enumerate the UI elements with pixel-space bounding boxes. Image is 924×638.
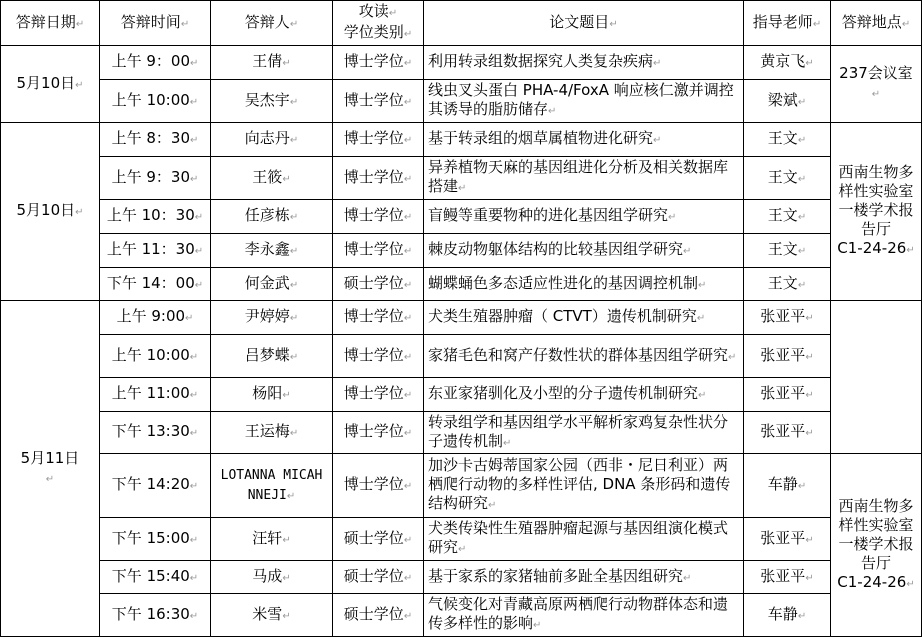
advisor-cell: 张亚平↵ [744, 378, 831, 412]
degree-cell: 博士学位↵ [333, 123, 424, 157]
place-cell-empty [831, 301, 922, 454]
degree-cell: 博士学位↵ [333, 200, 424, 234]
degree-cell: 硕士学位↵ [333, 594, 424, 637]
advisor-cell: 王文↵ [744, 268, 831, 301]
person-cell: 吴杰宇↵ [211, 80, 333, 123]
person-cell: 王倩↵ [211, 46, 333, 80]
advisor-cell: 梁斌↵ [744, 80, 831, 123]
degree-cell: 博士学位↵ [333, 157, 424, 200]
advisor-cell: 张亚平↵ [744, 301, 831, 335]
table-row [1, 268, 922, 301]
title-cell: 家猪毛色和窝产仔数性状的群体基因组学研究↵ [424, 335, 744, 378]
date-cell: 5月10日↵ [1, 46, 100, 123]
time-cell: 上午 10:00↵ [100, 335, 211, 378]
degree-cell: 硕士学位↵ [333, 518, 424, 561]
table-row [1, 518, 922, 561]
degree-cell: 博士学位↵ [333, 454, 424, 518]
advisor-cell: 张亚平↵ [744, 561, 831, 594]
title-cell: 线虫叉头蛋白 PHA-4/FoxA 响应核仁激并调控其诱导的脂肪储存↵ [424, 80, 744, 123]
title-cell: 棘皮动物躯体结构的比较基因组学研究↵ [424, 234, 744, 268]
table-row [1, 454, 922, 518]
person-cell: 汪轩↵ [211, 518, 333, 561]
table-row [1, 301, 922, 335]
title-cell: 转录组学和基因组学水平解析家鸡复杂性状分子遗传机制↵ [424, 412, 744, 454]
degree-cell: 博士学位↵ [333, 412, 424, 454]
advisor-cell: 张亚平↵ [744, 518, 831, 561]
title-cell: 基于转录组的烟草属植物进化研究↵ [424, 123, 744, 157]
title-cell: 基于家系的家猪轴前多趾全基因组研究↵ [424, 561, 744, 594]
time-cell: 上午 11：30↵ [100, 234, 211, 268]
header-time: 答辩时间↵ [100, 1, 211, 46]
table-row [1, 46, 922, 80]
table-row [1, 157, 922, 200]
person-cell: LOTANNA MICAH NNEJI↵ [211, 454, 333, 518]
place-cell: 西南生物多 样性实验室 一楼学术报 告厅 C1-24-26↵ [831, 454, 922, 637]
title-cell: 盲鳗等重要物种的进化基因组学研究↵ [424, 200, 744, 234]
title-cell: 东亚家猪驯化及小型的分子遗传机制研究↵ [424, 378, 744, 412]
person-cell: 何金武↵ [211, 268, 333, 301]
advisor-cell: 王文↵ [744, 157, 831, 200]
title-cell: 利用转录组数据探究人类复杂疾病↵ [424, 46, 744, 80]
advisor-cell: 车静↵ [744, 594, 831, 637]
header-date: 答辩日期↵ [1, 1, 100, 46]
table-row [1, 234, 922, 268]
header-person: 答辩人↵ [211, 1, 333, 46]
person-cell: 杨阳↵ [211, 378, 333, 412]
date-cell: 5月10日↵ [1, 123, 100, 301]
advisor-cell: 王文↵ [744, 234, 831, 268]
person-cell: 吕梦蝶↵ [211, 335, 333, 378]
degree-cell: 博士学位↵ [333, 234, 424, 268]
person-cell: 王运梅↵ [211, 412, 333, 454]
table-row [1, 594, 922, 637]
header-title: 论文题目↵ [424, 1, 744, 46]
time-cell: 下午 14:20↵ [100, 454, 211, 518]
advisor-cell: 黄京飞↵ [744, 46, 831, 80]
degree-cell: 博士学位↵ [333, 335, 424, 378]
person-cell: 任彦栋↵ [211, 200, 333, 234]
time-cell: 下午 13:30↵ [100, 412, 211, 454]
time-cell: 上午 11:00↵ [100, 378, 211, 412]
title-cell: 蝴蝶蛹色多态适应性进化的基因调控机制↵ [424, 268, 744, 301]
title-cell: 加沙卡古姆蒂国家公园（西非・尼日利亚）两栖爬行动物的多样性评估, DNA 条形码和遗传结构研究↵ [424, 454, 744, 518]
advisor-cell: 王文↵ [744, 200, 831, 234]
degree-cell: 博士学位↵ [333, 80, 424, 123]
time-cell: 下午 15:40↵ [100, 561, 211, 594]
degree-cell: 博士学位↵ [333, 378, 424, 412]
person-cell: 尹婷婷↵ [211, 301, 333, 335]
place-cell: 237会议室↵ [831, 46, 922, 123]
time-cell: 下午 15:00↵ [100, 518, 211, 561]
header-row [1, 1, 922, 46]
header-place: 答辩地点↵ [831, 1, 922, 46]
title-cell: 异养植物天麻的基因组进化分析及相关数据库搭建↵ [424, 157, 744, 200]
degree-cell: 博士学位↵ [333, 301, 424, 335]
title-cell: 犬类传染性生殖器肿瘤起源与基因组演化模式研究↵ [424, 518, 744, 561]
person-cell: 李永鑫↵ [211, 234, 333, 268]
advisor-cell: 张亚平↵ [744, 335, 831, 378]
table-row [1, 200, 922, 234]
header-degree: 攻读↵ 学位类别↵ [333, 1, 424, 46]
person-cell: 向志丹↵ [211, 123, 333, 157]
degree-cell: 博士学位↵ [333, 46, 424, 80]
advisor-cell: 车静↵ [744, 454, 831, 518]
advisor-cell: 张亚平↵ [744, 412, 831, 454]
table-row [1, 561, 922, 594]
person-cell: 米雪↵ [211, 594, 333, 637]
time-cell: 下午 16:30↵ [100, 594, 211, 637]
table-row [1, 80, 922, 123]
place-cell: 西南生物多 样性实验室 一楼学术报 告厅 C1-24-26↵ [831, 123, 922, 301]
table-row [1, 335, 922, 378]
time-cell: 上午 10:00↵ [100, 80, 211, 123]
title-cell: 犬类生殖器肿瘤（ CTVT）遗传机制研究↵ [424, 301, 744, 335]
time-cell: 上午 9：00↵ [100, 46, 211, 80]
table-row [1, 378, 922, 412]
date-cell: 5月11日 ↵ [1, 301, 100, 637]
table-row [1, 412, 922, 454]
person-cell: 王筱↵ [211, 157, 333, 200]
degree-cell: 硕士学位↵ [333, 561, 424, 594]
time-cell: 上午 9:00↵ [100, 301, 211, 335]
advisor-cell: 王文↵ [744, 123, 831, 157]
time-cell: 下午 14：00↵ [100, 268, 211, 301]
time-cell: 上午 8：30↵ [100, 123, 211, 157]
time-cell: 上午 10：30↵ [100, 200, 211, 234]
table-row [1, 123, 922, 157]
title-cell: 气候变化对青藏高原两栖爬行动物群体态和遗传多样性的影响↵ [424, 594, 744, 637]
person-cell: 马成↵ [211, 561, 333, 594]
degree-cell: 硕士学位↵ [333, 268, 424, 301]
time-cell: 上午 9：30↵ [100, 157, 211, 200]
header-advisor: 指导老师↵ [744, 1, 831, 46]
